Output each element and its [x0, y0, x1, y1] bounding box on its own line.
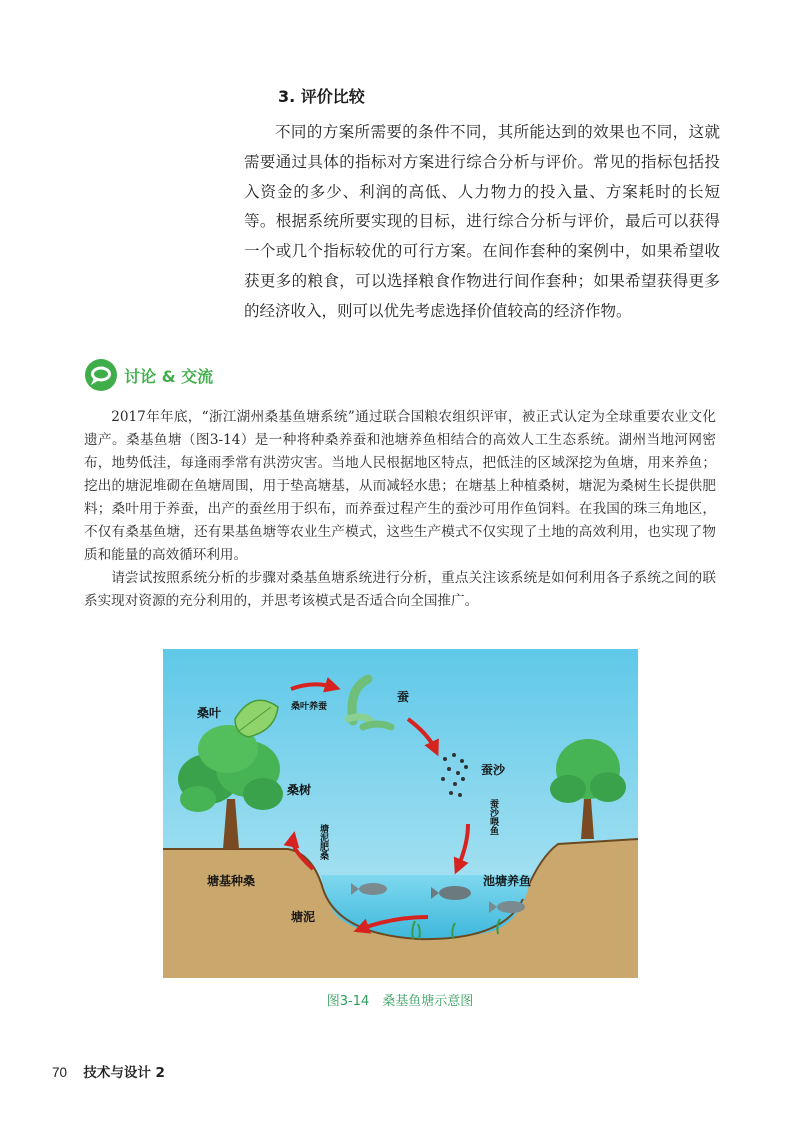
discussion-paragraph-2: 请尝试按照系统分析的步骤对桑基鱼塘系统进行分析，重点关注该系统是如何利用各子系统之间的联系实现对资源的充分利用的，并思考该模式是否适合向全国推广。: [84, 570, 716, 609]
label-silkworm-sand: 蚕沙: [481, 763, 506, 777]
evaluation-paragraph: 不同的方案所需要的条件不同，其所能达到的效果也不同，这就需要通过具体的指标对方案进行综合分析与评价。常见的指标包括投入资金的多少、利润的高低、人力物力的投入量、方案耗时的长短等。根据系统所要实现的目标，进行综合分析与评价，最后可以获得一个或几个指标较优的可行方案。在间作套种的案例中，如果希望收获更多的粮食，可以选择粮食作物进行间作套种；如果希望获得更多的经济收入，则可以优先考虑选择价值较高的经济作物。: [244, 123, 720, 320]
label-pond-mud: 塘泥: [291, 910, 316, 924]
page-number: 70: [52, 1065, 68, 1080]
discussion-title: 讨论 & 交流: [124, 367, 214, 386]
label-dike-mulberry: 塘基种桑: [207, 874, 256, 888]
book-title: 技术与设计 2: [83, 1065, 165, 1081]
label-mulberry-leaf: 桑叶: [197, 706, 222, 720]
label-mulberry-tree: 桑树: [287, 783, 312, 797]
label-leaf-to-silkworm: 桑叶养蚕: [291, 702, 328, 712]
discussion-text: [84, 406, 716, 613]
chat-bubble-icon: [84, 358, 118, 392]
mulberry-dike-fish-pond-diagram: [163, 649, 638, 978]
section-title: 3. 评价比较: [278, 87, 365, 106]
label-mud-fertilizes: 塘泥肥桑: [318, 824, 328, 860]
label-pond-fish: 池塘养鱼: [483, 874, 532, 888]
label-sand-feeds-fish: 蚕沙喂鱼: [488, 799, 498, 835]
figure-caption: 图3-14 桑基鱼塘示意图: [326, 994, 474, 1009]
discussion-paragraph-1: 2017年年底，“浙江湖州桑基鱼塘系统”通过联合国粮农组织评审，被正式认定为全球重要农业文化遗产。桑基鱼塘（图3-14）是一种将种桑养蚕和池塘养鱼相结合的高效人工生态系统。湖州当地河网密布，地势低洼，每逢雨季常有洪涝灾害。当地人民根据地区特点，把低洼的区域深挖为鱼塘，用来养鱼；挖出的塘泥堆砌在鱼塘周围，用于垫高塘基，从而减轻水患；在塘基上种植桑树，塘泥为桑树生长提供肥料；桑叶用于养蚕，出产的蚕丝用于织布，而养蚕过程产生的蚕沙可用作鱼饲料。在我国的珠三角地区，不仅有桑基鱼塘，还有果基鱼塘等农业生产模式，这些生产模式不仅实现了土地的高效利用，也实现了物质和能量的高效循环利用。: [84, 409, 716, 563]
page-footer: [52, 1061, 165, 1081]
label-silkworm: 蚕: [397, 690, 410, 704]
